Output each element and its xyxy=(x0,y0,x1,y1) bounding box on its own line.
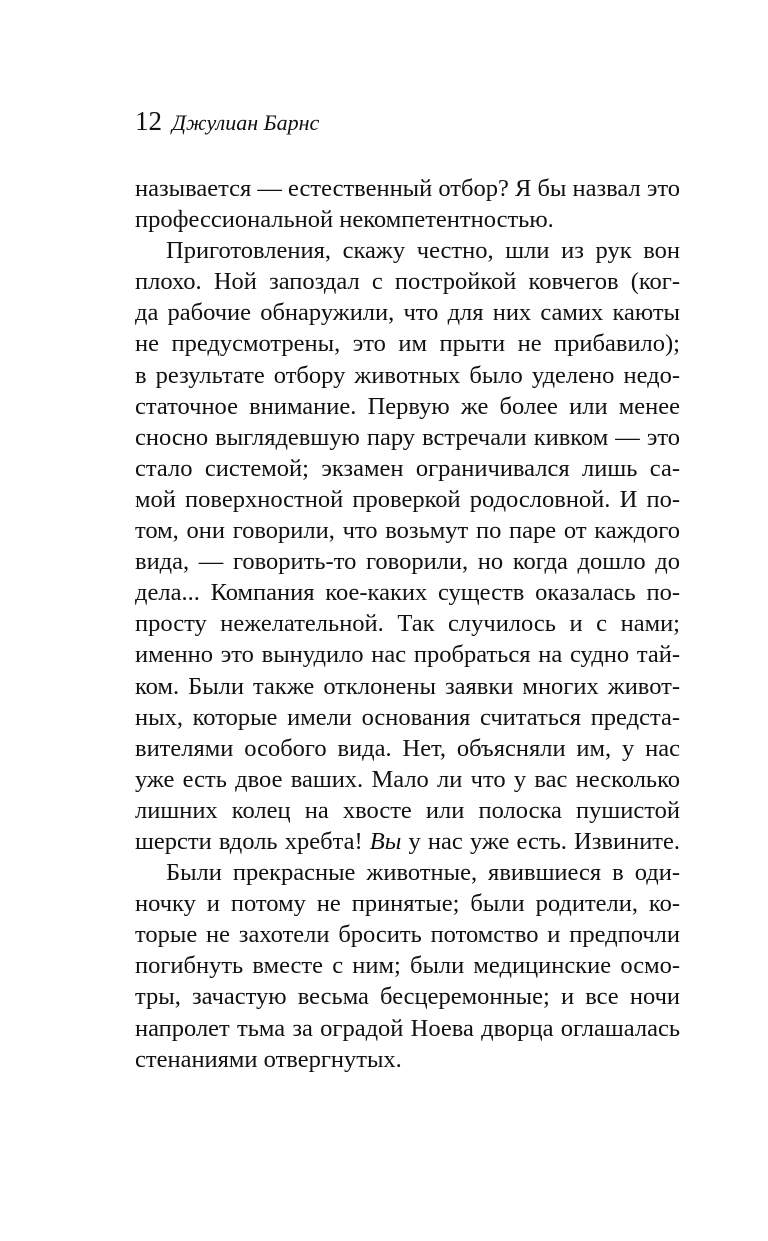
text-line: дела... Компания кое-каких существ оказалась по- xyxy=(135,579,680,607)
text-line: стало системой; экзамен ограничивался лишь са- xyxy=(135,454,680,482)
text-line: плохо. Ной запоздал с постройкой ковчегов (ког- xyxy=(135,268,680,296)
text-line: ночку и потому не принятые; были родители, ко- xyxy=(135,890,680,918)
text-line: в результате отбору животных было уделено недо- xyxy=(135,361,680,389)
text-line: ком. Были также отклонены заявки многих живот- xyxy=(135,672,680,700)
text-line: том, они говорили, что возьмут по паре от каждого xyxy=(135,517,680,545)
text-line: именно это вынудило нас пробраться на судно тай- xyxy=(135,641,680,669)
emphasis: Вы xyxy=(369,827,402,855)
text-line: мой поверхностной проверкой родословной. И по- xyxy=(135,485,680,513)
text-line: лишних колец на хвосте или полоска пушистой xyxy=(135,796,680,824)
text-line: да рабочие обнаружили, что для них самих каюты xyxy=(135,299,680,327)
text-line: профессиональной некомпетентностью. xyxy=(135,206,554,234)
text-line: называется — естественный отбор? Я бы назвал это xyxy=(135,175,680,202)
running-header xyxy=(135,106,319,137)
text-line: торые не захотели бросить потомство и предпочли xyxy=(135,921,680,949)
running-title: Джулиан Барнс xyxy=(172,110,320,135)
text-line: Приготовления, скажу честно, шли из рук вон xyxy=(166,237,680,265)
text-line: стенаниями отвергнутых. xyxy=(135,1045,402,1073)
text-line: тры, зачастую весьма бесцеремонные; и все ночи xyxy=(135,983,680,1011)
text-line: погибнуть вместе с ним; были медицинские осмо- xyxy=(135,952,680,980)
text-line: ных, которые имели основания считаться предста- xyxy=(135,703,680,731)
text-line: Были прекрасные животные, явившиеся в оди- xyxy=(166,859,680,887)
text-line: статочное внимание. Первую же более или менее xyxy=(135,392,680,420)
text-line: вида, — говорить-то говорили, но когда дошло до xyxy=(135,548,680,576)
text-line: сносно выглядевшую пару встречали кивком — это xyxy=(135,423,680,451)
text-line: напролет тьма за оградой Ноева дворца оглашалась xyxy=(135,1014,680,1042)
text-line: вителями особого вида. Нет, объясняли им, у нас xyxy=(135,734,680,762)
text-line: не предусмотрены, это им прыти не прибавило); xyxy=(135,330,680,358)
text-line: уже есть двое ваших. Мало ли что у вас несколько xyxy=(135,765,680,793)
text-line: шерсти вдоль хребта! Вы у нас уже есть. Извините. xyxy=(135,827,681,855)
text-line: просту нежелательной. Так случилось и с нами; xyxy=(135,610,680,638)
page-number: 12 xyxy=(135,106,162,136)
body-text xyxy=(135,173,680,1075)
